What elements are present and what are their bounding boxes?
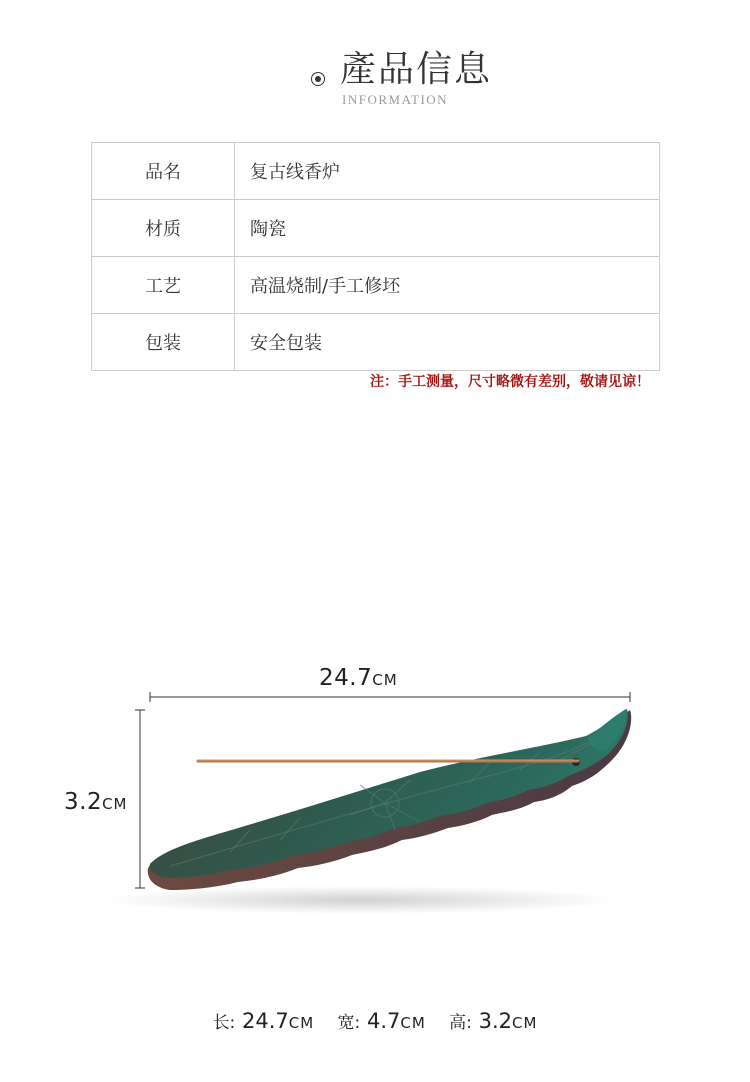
table-row (92, 143, 660, 200)
row-key-packaging: 包装 (92, 314, 235, 371)
width-dimension-line (150, 692, 630, 702)
width-measure-value: 24.7 (319, 665, 373, 691)
row-key-material: 材质 (92, 200, 235, 257)
section-header (0, 0, 750, 120)
product-info-table (91, 142, 660, 371)
row-value-material: 陶瓷 (235, 200, 660, 257)
height-value: 3.2 (478, 1009, 512, 1033)
table-row (92, 200, 660, 257)
product-illustration (0, 660, 750, 940)
height-unit: CM (512, 1014, 538, 1032)
width-unit: CM (400, 1014, 426, 1032)
width-label: 宽: (337, 1013, 361, 1033)
height-dimension-line (135, 710, 145, 888)
row-value-packaging: 安全包装 (235, 314, 660, 371)
section-title: 產品信息 (340, 49, 493, 90)
height-label: 高: (449, 1013, 472, 1033)
table-row (92, 257, 660, 314)
row-value-craft: 高温烧制/手工修坯 (235, 257, 660, 314)
width-measure-unit: CM (372, 671, 398, 689)
row-key-craft: 工艺 (92, 257, 235, 314)
dimensions-summary (0, 1007, 750, 1037)
length-value: 24.7 (241, 1009, 289, 1033)
row-key-name: 品名 (92, 143, 235, 200)
measurement-note: 注：手工测量，尺寸略微有差别，敬请见谅！ (370, 374, 650, 390)
length-unit: CM (288, 1014, 315, 1032)
bullet-icon (311, 72, 325, 86)
height-measure-unit: CM (102, 795, 128, 813)
table-row (92, 314, 660, 371)
section-subtitle: INFORMATION (342, 92, 449, 107)
width-value: 4.7 (366, 1009, 401, 1033)
row-value-name: 复古线香炉 (235, 143, 660, 200)
length-label: 长: (212, 1013, 236, 1033)
height-measure-value: 3.2 (64, 789, 103, 815)
